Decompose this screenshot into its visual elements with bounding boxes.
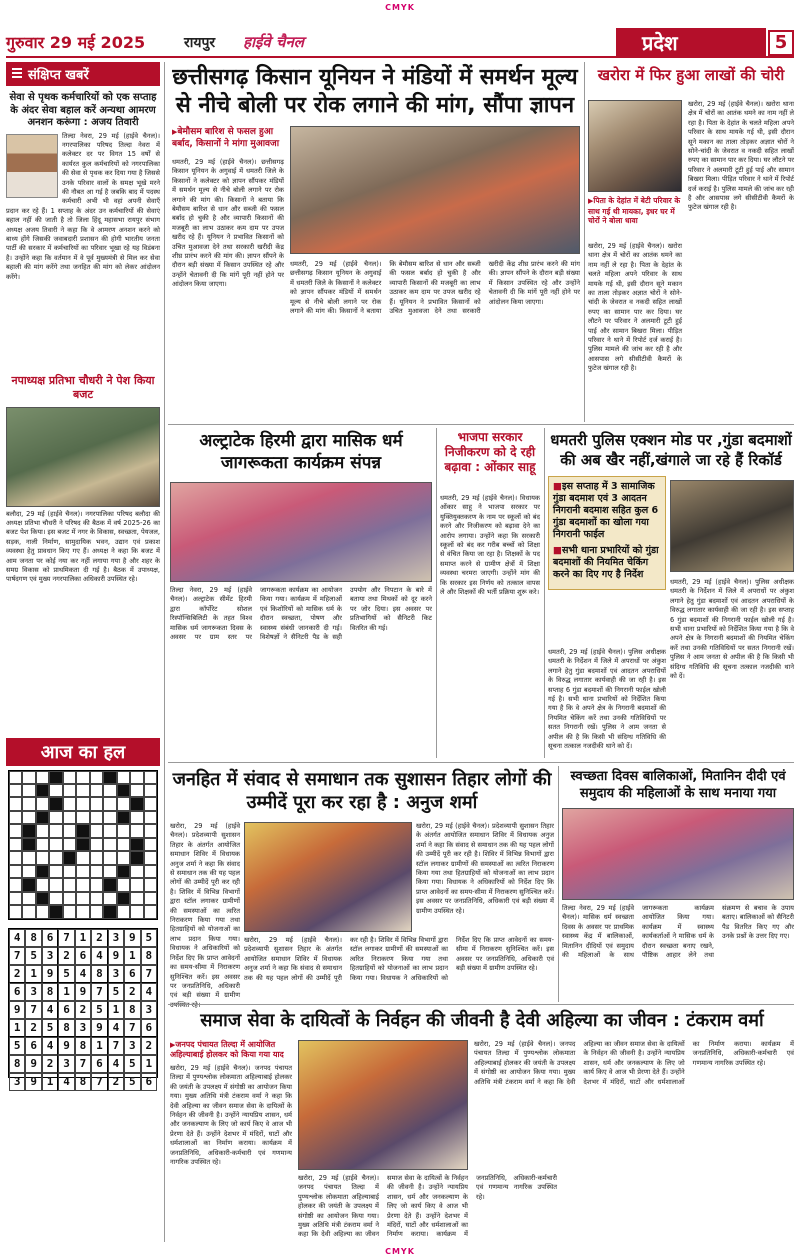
crossword-cell bbox=[22, 865, 35, 878]
ahilya-body: खरोरा, 29 मई (हाईवे चैनल)। जनपद पंचायत तिल्दा में पुण्यश्लोक लोकमाता अहिल्याबाई होलकर की जयंती के उपलक्ष्य में संगोष्ठी का आयोजन किया गया। मुख्य अतिथि मंत्री टंकराम वर्मा ने कहा कि देवी अहिल्या का जीवन समाज सेवा के दायित्वों के निर्वहन की जीवनी है। उन्होंने न्यायप्रिय शासन, धर्म और जनकल्याण के लिए जो कार्य किए वे आज भी प्रेरणा देते हैं। उन्होंने देशभर में मंदिरों, घाटों और धर्मशालाओं का निर्माण कराया। कार्यक्रम में जनप्रतिनिधि, अधिकारी-कर्मचारी एवं गणमान्य नागरिक उपस्थित रहे। bbox=[170, 1064, 292, 1167]
crossword-cell bbox=[63, 784, 76, 797]
crossword-cell bbox=[130, 905, 143, 918]
crossword-cell bbox=[36, 838, 49, 851]
crossword-cell bbox=[36, 797, 49, 810]
sudoku-cell: 2 bbox=[91, 929, 107, 947]
crossword-cell bbox=[117, 878, 130, 891]
sudoku-cell: 2 bbox=[108, 1073, 124, 1091]
crossword-cell bbox=[144, 892, 157, 905]
sudoku-cell: 9 bbox=[91, 1019, 107, 1037]
sudoku-cell: 6 bbox=[42, 929, 58, 947]
sudoku-cell: 6 bbox=[9, 983, 25, 1001]
crossword-cell bbox=[9, 892, 22, 905]
crossword-cell bbox=[144, 797, 157, 810]
brief2-headline: नपाध्यक्ष प्रतिभा चौधरी ने पेश किया बजट bbox=[11, 373, 155, 401]
crossword-cell bbox=[117, 892, 130, 905]
crossword-cell bbox=[9, 811, 22, 824]
crossword-cell bbox=[117, 811, 130, 824]
sudoku-cell: 1 bbox=[124, 947, 140, 965]
ahilya-headline: समाज सेवा के दायित्वों के निर्वहन की जीवनी है देवी अहिल्या का जीवन : टंकराम वर्मा bbox=[200, 1010, 764, 1031]
sudoku-cell: 1 bbox=[58, 983, 74, 1001]
crossword-cell bbox=[90, 771, 103, 784]
crossword-cell bbox=[63, 838, 76, 851]
crossword-cell bbox=[49, 797, 62, 810]
sudoku-cell: 8 bbox=[91, 965, 107, 983]
crossword-cell bbox=[144, 771, 157, 784]
crossword-cell bbox=[103, 797, 116, 810]
crossword-cell bbox=[76, 771, 89, 784]
police-bullet-1: ■ इस सप्ताह में 3 सामाजिक गुंडा बदमाश एवं 3 आदतन निगरानी बदमाश सहित कुल 6 गुंडा बदमाशों का खोला गया निगरानी फाईल bbox=[553, 481, 661, 541]
crossword-cell bbox=[103, 838, 116, 851]
police-bullets bbox=[548, 476, 666, 590]
sudoku-cell: 5 bbox=[108, 983, 124, 1001]
crossword-cell bbox=[36, 771, 49, 784]
sudoku-cell: 3 bbox=[108, 965, 124, 983]
sudoku-cell: 6 bbox=[124, 965, 140, 983]
sudoku-cell: 5 bbox=[124, 1073, 140, 1091]
crossword-cell bbox=[90, 892, 103, 905]
left-column bbox=[6, 62, 160, 1086]
police-photo bbox=[670, 480, 794, 572]
police-headline: धमतरी पुलिस एक्शन मोड पर ,गुंडा बदमाशों की अब खैर नहीं,खंगाले जा रहे हैं रिकॉर्ड bbox=[550, 431, 792, 469]
crossword-cell bbox=[144, 865, 157, 878]
crossword-cell bbox=[22, 905, 35, 918]
crossword-cell bbox=[36, 811, 49, 824]
crossword-cell bbox=[36, 784, 49, 797]
sudoku-cell: 2 bbox=[141, 1037, 157, 1055]
sudoku-cell: 1 bbox=[9, 1019, 25, 1037]
theft-caption: ▶ पिता के देहांत में बेटी परिवार के साथ गई थी मायका, इधर घर में चोरों ने बोला धावा bbox=[588, 196, 682, 226]
sudoku-cell: 9 bbox=[25, 1073, 41, 1091]
hirmi-headline: अल्ट्राटेक हिरमी द्वारा मासिक धर्म जागरूकता कार्यक्रम संपन्न bbox=[199, 431, 403, 473]
sudoku-cell: 6 bbox=[25, 1037, 41, 1055]
crossword-cell bbox=[22, 797, 35, 810]
crossword-cell bbox=[117, 771, 130, 784]
brief2-photo bbox=[6, 407, 160, 507]
crossword-cell bbox=[103, 811, 116, 824]
crossword-cell bbox=[63, 797, 76, 810]
sudoku-cell: 1 bbox=[141, 1055, 157, 1073]
sudoku-cell: 9 bbox=[58, 1037, 74, 1055]
sudoku-cell: 9 bbox=[25, 1055, 41, 1073]
crossword-cell bbox=[49, 878, 62, 891]
crossword-cell bbox=[49, 892, 62, 905]
sudoku-cell: 7 bbox=[58, 929, 74, 947]
crossword-cell bbox=[9, 784, 22, 797]
sudoku-cell: 4 bbox=[108, 1019, 124, 1037]
hirmi-photo bbox=[170, 482, 432, 582]
lead-body-continued: धमतरी, 29 मई (हाईवे चैनल)। छत्तीसगढ़ किसान यूनियन के अगुवाई में धमतरी जिले के किसानों ने कलेक्टर को ज्ञापन सौंपकर मंडियों में समर्थन मूल्य से नीचे बोली लगाने पर रोक लगाने की मांग की। किसानों ने बताया कि बेमौसम बारिश से धान और सब्जी की फसल बर्बाद हो चुकी है और व्यापारी किसानों की मजबूरी का लाभ उठाकर कम दाम पर उपज खरीद रहे हैं। यूनियन ने प्रभावित किसानों को उचित मुआवजा देने तथा सरकारी खरीदी केंद्र शीघ्र प्रारंभ करने की मांग की। ज्ञापन सौंपने के दौरान बड़ी संख्या में किसान उपस्थित रहे और उन्होंने चेतावनी दी कि मांगें पूरी नहीं होने पर आंदोलन किया जाएगा। bbox=[290, 260, 580, 316]
sudoku-cell: 2 bbox=[9, 965, 25, 983]
crossword-cell bbox=[90, 905, 103, 918]
crossword-cell bbox=[144, 878, 157, 891]
column-divider bbox=[558, 766, 559, 1002]
crossword-cell bbox=[22, 824, 35, 837]
crossword-cell bbox=[144, 824, 157, 837]
ahilya-body-right: खरोरा, 29 मई (हाईवे चैनल)। जनपद पंचायत तिल्दा में पुण्यश्लोक लोकमाता अहिल्याबाई होलकर की जयंती के उपलक्ष्य में संगोष्ठी का आयोजन किया गया। मुख्य अतिथि मंत्री टंकराम वर्मा ने कहा कि देवी अहिल्या का जीवन समाज सेवा के दायित्वों के निर्वहन की जीवनी है। उन्होंने न्यायप्रिय शासन, धर्म और जनकल्याण के लिए जो कार्य किए वे आज भी प्रेरणा देते हैं। उन्होंने देशभर में मंदिरों, घाटों और धर्मशालाओं का निर्माण कराया। कार्यक्रम में जनप्रतिनिधि, अधिकारी-कर्मचारी एवं गणमान्य नागरिक उपस्थित रहे। bbox=[474, 1040, 794, 1086]
sudoku-cell: 9 bbox=[108, 947, 124, 965]
column-divider bbox=[436, 428, 437, 758]
sudoku-cell: 3 bbox=[141, 1001, 157, 1019]
crossword-grid bbox=[8, 770, 158, 920]
crossword-cell bbox=[117, 865, 130, 878]
police-body-continued: धमतरी, 29 मई (हाईवे चैनल)। पुलिस अधीक्षक धमतरी के निर्देशन में जिले में अपराधों पर अंकुश लगाने हेतु गुंडा बदमाशों एवं आदतन अपराधियों के विरुद्ध लगातार कार्यवाही की जा रही है। इस सप्ताह 6 गुंडा बदमाशों की निगरानी फाईल खोली गई है। सभी थाना प्रभारियों को निर्देशित किया गया है कि वे अपने क्षेत्र के निगरानी बदमाशों की नियमित चेकिंग करें तथा उनकी गतिविधियों पर सतत निगरानी रखें। पुलिस ने आम जनता से अपील की है कि किसी भी संदिग्ध गतिविधि की सूचना तत्काल नजदीकी थाने को दें। bbox=[670, 578, 794, 681]
crossword-cell bbox=[130, 771, 143, 784]
crossword-cell bbox=[49, 905, 62, 918]
crossword-cell bbox=[76, 892, 89, 905]
crossword-cell bbox=[36, 905, 49, 918]
sudoku-cell: 6 bbox=[141, 1073, 157, 1091]
crossword-cell bbox=[9, 771, 22, 784]
sudoku-cell: 6 bbox=[91, 1055, 107, 1073]
sudoku-cell: 3 bbox=[75, 1019, 91, 1037]
crossword-cell bbox=[63, 824, 76, 837]
sudoku-cell: 8 bbox=[58, 1019, 74, 1037]
crossword-cell bbox=[36, 878, 49, 891]
crossword-cell bbox=[144, 905, 157, 918]
sudoku-cell: 2 bbox=[58, 947, 74, 965]
sudoku-cell: 2 bbox=[124, 983, 140, 1001]
sudoku-cell: 3 bbox=[42, 947, 58, 965]
sudoku-grid bbox=[8, 928, 158, 1088]
crossword-cell bbox=[103, 865, 116, 878]
ahilya-body-continued: खरोरा, 29 मई (हाईवे चैनल)। जनपद पंचायत तिल्दा में पुण्यश्लोक लोकमाता अहिल्याबाई होलकर की जयंती के उपलक्ष्य में संगोष्ठी का आयोजन किया गया। मुख्य अतिथि मंत्री टंकराम वर्मा ने कहा कि देवी अहिल्या का जीवन समाज सेवा के दायित्वों के निर्वहन की जीवनी है। उन्होंने न्यायप्रिय शासन, धर्म और जनकल्याण के लिए जो कार्य किए वे आज भी प्रेरणा देते हैं। उन्होंने देशभर में मंदिरों, घाटों और धर्मशालाओं का निर्माण कराया। कार्यक्रम में जनप्रतिनिधि, अधिकारी-कर्मचारी एवं गणमान्य नागरिक उपस्थित रहे। bbox=[298, 1174, 557, 1239]
crossword-cell bbox=[22, 784, 35, 797]
crossword-cell bbox=[130, 824, 143, 837]
theft-body-continued: खरोरा, 29 मई (हाईवे चैनल)। खरोरा थाना क्षेत्र में चोरों का आतंक थमने का नाम नहीं ले रहा है। पिता के देहांत के चलते महिला अपने परिवार के साथ मायके गई थी, इसी दौरान सूने मकान का ताला तोड़कर अज्ञात चोरों ने सोने-चांदी के जेवरात व नकदी सहित लाखों रुपए का सामान पार कर दिया। घर लौटने पर परिवार ने अलमारी टूटी हुई पाई और सामान बिखरा मिला। पीड़ित परिवार ने थाने में रिपोर्ट दर्ज कराई है। पुलिस मामले की जांच कर रही है और आसपास लगे सीसीटीवी कैमरों के फुटेज खंगाल रही है। bbox=[688, 100, 794, 212]
sudoku-cell: 4 bbox=[42, 1037, 58, 1055]
sudoku-cell: 5 bbox=[124, 1055, 140, 1073]
crossword-cell bbox=[76, 905, 89, 918]
sudoku-cell: 8 bbox=[9, 1055, 25, 1073]
ahilya-subhead: ▶ जनपद पंचायत तिल्दा में आयोजित अहिल्याबाई होलकर को किया गया याद bbox=[170, 1040, 292, 1060]
sudoku-cell: 3 bbox=[58, 1055, 74, 1073]
jansamvad-body-right: खरोरा, 29 मई (हाईवे चैनल)। प्रदेशव्यापी सुशासन तिहार के अंतर्गत आयोजित समाधान शिविर में विधायक अनुज शर्मा ने कहा कि संवाद से समाधान तक की यह पहल लोगों की उम्मीदें पूरी कर रही है। शिविर में विभिन्न विभागों द्वारा स्टॉल लगाकर ग्रामीणों की समस्याओं का त्वरित निराकरण किया गया तथा हितग्राहियों को योजनाओं का लाभ प्रदान किया गया। विधायक ने अधिकारियों को निर्देश दिए कि प्राप्त आवेदनों का समय-सीमा में निराकरण सुनिश्चित करें। इस अवसर पर जनप्रतिनिधि, अधिकारी एवं बड़ी संख्या में ग्रामीण उपस्थित रहे। bbox=[416, 822, 554, 915]
column-divider bbox=[164, 62, 165, 1242]
sudoku-cell: 4 bbox=[91, 947, 107, 965]
registration-mark-top: CMYK bbox=[385, 3, 415, 12]
crossword-cell bbox=[144, 784, 157, 797]
crossword-cell bbox=[130, 838, 143, 851]
sudoku-cell: 4 bbox=[58, 1073, 74, 1091]
crossword-cell bbox=[76, 878, 89, 891]
jansamvad-body-continued: खरोरा, 29 मई (हाईवे चैनल)। प्रदेशव्यापी सुशासन तिहार के अंतर्गत आयोजित समाधान शिविर में विधायक अनुज शर्मा ने कहा कि संवाद से समाधान तक की यह पहल लोगों की उम्मीदें पूरी कर रही है। शिविर में विभिन्न विभागों द्वारा स्टॉल लगाकर ग्रामीणों की समस्याओं का त्वरित निराकरण किया गया तथा हितग्राहियों को योजनाओं का लाभ प्रदान किया गया। विधायक ने अधिकारियों को निर्देश दिए कि प्राप्त आवेदनों का समय-सीमा में निराकरण सुनिश्चित करें। इस अवसर पर जनप्रतिनिधि, अधिकारी एवं बड़ी संख्या में ग्रामीण उपस्थित रहे। bbox=[244, 936, 554, 982]
police-body: धमतरी, 29 मई (हाईवे चैनल)। पुलिस अधीक्षक धमतरी के निर्देशन में जिले में अपराधों पर अंकुश लगाने हेतु गुंडा बदमाशों एवं आदतन अपराधियों के विरुद्ध लगातार कार्यवाही की जा रही है। इस सप्ताह 6 गुंडा बदमाशों की निगरानी फाईल खोली गई है। सभी थाना प्रभारियों को निर्देशित किया गया है कि वे अपने क्षेत्र के निगरानी बदमाशों की नियमित चेकिंग करें तथा उनकी गतिविधियों पर सतत निगरानी रखें। पुलिस ने आम जनता से अपील की है कि किसी भी संदिग्ध गतिविधि की सूचना तत्काल नजदीकी थाने को दें। bbox=[548, 648, 666, 751]
briefs-label bbox=[6, 62, 160, 86]
crossword-cell bbox=[49, 851, 62, 864]
registration-mark-bottom: CMYK bbox=[385, 1247, 415, 1256]
puzzle-solution-label: आज का हल bbox=[6, 738, 160, 766]
swachhta-headline: स्वच्छता दिवस बालिकाओं, मितानिन दीदी एवं समुदाय की महिलाओं के साथ मनाया गया bbox=[570, 769, 786, 801]
crossword-cell bbox=[130, 811, 143, 824]
brief1-headline: सेवा से पृथक कर्मचारियों को एक सप्ताह के अंदर सेवा बहाल करें अन्यथा आमरण अनशन करूंगा : अजय तिवारी bbox=[9, 92, 157, 128]
crossword-cell bbox=[90, 811, 103, 824]
crossword-cell bbox=[36, 851, 49, 864]
crossword-cell bbox=[22, 851, 35, 864]
crossword-cell bbox=[36, 824, 49, 837]
brief1-body-text: तिल्दा नेवरा, 29 मई (हाईवे चैनल)। नगरपालिका परिषद तिल्दा नेवरा में कलेक्टर दर पर विगत 15 वर्षों से कार्यरत कुल कर्मचारियों को नगरपालिका की सेवा से पृथक कर दिया गया है जिससे उनके परिवार वालों के समक्ष भूखे मरने की नौबत आ गई है जबकि बाद में पदस्थ कर्मचारी अभी भी वहां अपनी सेवाएँ प्रदान कर रहे हैं। 1 सप्ताह के अंदर उन कर्मचारियों की सेवाएं बहाल नहीं की जाती है तो जिला हिंदू महासभा रायपुर संभाग अध्यक्ष अजय तिवारी ने कहा कि वे आमरण अनशन करने को बाध्य होंगे जिसकी जवाबदारी प्रशासन की होगी भारतीय जनता पार्टी की सरकार में कर्मचारियों का परिवार भूखा रहे यह विडंबना है। उन्होंने कहा कि वर्तमान में वे पूर्व मुख्यमंत्री से मिल कर सेवा बहाली की मांग करेंगे तथा जनहित की मांग को लेकर आंदोलन करेंगे। bbox=[6, 131, 160, 281]
crossword-cell bbox=[103, 905, 116, 918]
bjp-body: धमतरी, 29 मई (हाईवे चैनल)। विधायक ओंकार साहू ने भाजपा सरकार पर युक्तियुक्तकरण के नाम पर स्कूलों को बंद करने और निजीकरण को बढ़ावा देने का आरोप लगाया। उन्होंने कहा कि सरकारी स्कूलों को बंद कर गरीब बच्चों को शिक्षा से वंचित किया जा रहा है। शिक्षकों के पद समाप्त करने से ग्रामीण क्षेत्रों में शिक्षा व्यवस्था चरमरा जाएगी। उन्होंने मांग की कि सरकार इस निर्णय को तत्काल वापस ले और शिक्षकों की भर्ती प्रक्रिया शुरू करे। bbox=[440, 494, 540, 597]
crossword-cell bbox=[9, 797, 22, 810]
crossword-cell bbox=[103, 824, 116, 837]
sudoku-cell: 9 bbox=[42, 965, 58, 983]
section-divider bbox=[168, 1004, 794, 1005]
crossword-cell bbox=[103, 771, 116, 784]
crossword-cell bbox=[9, 905, 22, 918]
crossword-cell bbox=[22, 892, 35, 905]
crossword-cell bbox=[49, 771, 62, 784]
brief2-body: बलौदा, 29 मई (हाईवे चैनल)। नगरपालिका परिषद बलौदा की अध्यक्ष प्रतिभा चौधरी ने परिषद की बैठक में वर्ष 2025-26 का बजट पेश किया। इस बजट में नगर के विकास, स्वच्छता, पेयजल, सड़क, नाली निर्माण, सामुदायिक भवन, उद्यान एवं प्रकाश व्यवस्था हेतु प्रावधान किए गए हैं। अध्यक्ष ने कहा कि बजट में आम जनता पर कोई नया कर नहीं लगाया गया है और शहर के समग्र विकास को प्राथमिकता दी गई है। बैठक में उपाध्यक्ष, पार्षदगण एवं मुख्य नगरपालिका अधिकारी उपस्थित रहे। bbox=[6, 509, 160, 584]
column-divider bbox=[544, 428, 545, 758]
crossword-cell bbox=[76, 824, 89, 837]
sudoku-cell: 6 bbox=[141, 1019, 157, 1037]
sudoku-cell: 5 bbox=[91, 1001, 107, 1019]
hirmi-body: तिल्दा नेवरा, 29 मई (हाईवे चैनल)। अल्ट्राटेक सीमेंट हिरमी द्वारा कॉर्पोरेट सोशल रिस्पॉन्सिबिलिटी के तहत विश्व मासिक धर्म जागरूकता दिवस के अवसर पर ग्राम स्तर पर जागरूकता कार्यक्रम का आयोजन किया गया। कार्यक्रम में महिलाओं एवं किशोरियों को मासिक धर्म के दौरान स्वच्छता, पोषण और स्वास्थ्य संबंधी जानकारी दी गई। विशेषज्ञों ने सैनिटरी पैड के सही उपयोग और निपटान के बारे में बताया तथा मिथकों को दूर करने पर जोर दिया। इस अवसर पर प्रतिभागियों को सैनिटरी किट वितरित की गई। bbox=[170, 586, 432, 642]
crossword-cell bbox=[90, 865, 103, 878]
theft-headline: खरोरा में फिर हुआ लाखों की चोरी bbox=[597, 66, 785, 84]
sudoku-cell: 7 bbox=[91, 1073, 107, 1091]
ahilya-photo bbox=[298, 1040, 468, 1170]
crossword-cell bbox=[130, 892, 143, 905]
bars-icon bbox=[12, 68, 22, 80]
crossword-cell bbox=[76, 851, 89, 864]
police-bullet-2: ■ सभी थाना प्रभारियों को गुंडा बदमाशों की नियमित चेकिंग करने का दिए गए है निर्देश bbox=[553, 545, 661, 581]
swachhta-photo bbox=[562, 808, 794, 900]
crossword-cell bbox=[103, 784, 116, 797]
crossword-cell bbox=[130, 865, 143, 878]
sudoku-cell: 5 bbox=[42, 1019, 58, 1037]
sudoku-cell: 9 bbox=[124, 929, 140, 947]
crossword-cell bbox=[130, 851, 143, 864]
theft-body: खरोरा, 29 मई (हाईवे चैनल)। खरोरा थाना क्षेत्र में चोरों का आतंक थमने का नाम नहीं ले रहा है। पिता के देहांत के चलते महिला अपने परिवार के साथ मायके गई थी, इसी दौरान सूने मकान का ताला तोड़कर अज्ञात चोरों ने सोने-चांदी के जेवरात व नकदी सहित लाखों रुपए का सामान पार कर दिया। घर लौटने पर परिवार ने अलमारी टूटी हुई पाई और सामान बिखरा मिला। पीड़ित परिवार ने थाने में रिपोर्ट दर्ज कराई है। पुलिस मामले की जांच कर रही है और आसपास लगे सीसीटीवी कैमरों के फुटेज खंगाल रही है। bbox=[588, 242, 682, 373]
sudoku-cell: 9 bbox=[75, 983, 91, 1001]
sudoku-cell: 7 bbox=[75, 1055, 91, 1073]
crossword-cell bbox=[90, 838, 103, 851]
jansamvad-headline: जनहित में संवाद से समाधान तक सुशासन तिहार लोगों की उम्मीदें पूरा कर रहा है : अनुज शर्मा bbox=[172, 769, 552, 813]
crossword-cell bbox=[63, 905, 76, 918]
crossword-cell bbox=[144, 838, 157, 851]
brief1-body bbox=[6, 132, 160, 370]
sudoku-cell: 1 bbox=[108, 1001, 124, 1019]
sudoku-cell: 4 bbox=[9, 929, 25, 947]
crossword-cell bbox=[9, 838, 22, 851]
lead-headline: छत्तीसगढ़ किसान यूनियन ने मंडियों में समर्थन मूल्य से नीचे बोली पर रोक लगाने की मांग, सौंपा ज्ञापन bbox=[172, 65, 578, 118]
theft-photo bbox=[588, 100, 682, 192]
crossword-cell bbox=[144, 811, 157, 824]
crossword-cell bbox=[63, 851, 76, 864]
crossword-cell bbox=[90, 797, 103, 810]
sudoku-cell: 2 bbox=[42, 1055, 58, 1073]
crossword-cell bbox=[76, 811, 89, 824]
crossword-cell bbox=[49, 838, 62, 851]
crossword-cell bbox=[63, 865, 76, 878]
crossword-cell bbox=[76, 784, 89, 797]
crossword-cell bbox=[9, 865, 22, 878]
crossword-cell bbox=[117, 905, 130, 918]
section-divider bbox=[168, 424, 794, 425]
crossword-cell bbox=[90, 824, 103, 837]
crossword-cell bbox=[90, 878, 103, 891]
sudoku-cell: 4 bbox=[141, 983, 157, 1001]
sudoku-cell: 7 bbox=[9, 947, 25, 965]
sudoku-cell: 4 bbox=[42, 1001, 58, 1019]
edition-city: रायपुर bbox=[184, 34, 216, 51]
sudoku-cell: 1 bbox=[42, 1073, 58, 1091]
sudoku-cell: 7 bbox=[108, 1037, 124, 1055]
sudoku-cell: 3 bbox=[108, 929, 124, 947]
crossword-cell bbox=[144, 851, 157, 864]
sudoku-cell: 7 bbox=[91, 983, 107, 1001]
sudoku-cell: 2 bbox=[75, 1001, 91, 1019]
crossword-cell bbox=[63, 771, 76, 784]
sudoku-cell: 6 bbox=[58, 1001, 74, 1019]
sudoku-cell: 9 bbox=[9, 1001, 25, 1019]
jansamvad-body: खरोरा, 29 मई (हाईवे चैनल)। प्रदेशव्यापी सुशासन तिहार के अंतर्गत आयोजित समाधान शिविर में विधायक अनुज शर्मा ने कहा कि संवाद से समाधान तक की यह पहल लोगों की उम्मीदें पूरी कर रही है। शिविर में विभिन्न विभागों द्वारा स्टॉल लगाकर ग्रामीणों की समस्याओं का त्वरित निराकरण किया गया तथा हितग्राहियों को योजनाओं का लाभ प्रदान किया गया। विधायक ने अधिकारियों को निर्देश दिए कि प्राप्त आवेदनों का समय-सीमा में निराकरण सुनिश्चित करें। इस अवसर पर जनप्रतिनिधि, अधिकारी एवं बड़ी संख्या में ग्रामीण bbox=[170, 822, 240, 1000]
crossword-cell bbox=[76, 865, 89, 878]
sudoku-cell: 5 bbox=[58, 965, 74, 983]
crossword-cell bbox=[9, 824, 22, 837]
crossword-cell bbox=[49, 811, 62, 824]
crossword-cell bbox=[130, 784, 143, 797]
lead-photo bbox=[290, 126, 580, 254]
sudoku-cell: 4 bbox=[75, 965, 91, 983]
lead-subhead: ▶ बेमौसम बारिश से फसल हुआ बर्बाद, किसानों ने मांगा मुआवजा bbox=[172, 126, 284, 150]
crossword-cell bbox=[63, 811, 76, 824]
crossword-cell bbox=[22, 771, 35, 784]
crossword-cell bbox=[9, 878, 22, 891]
sudoku-cell: 3 bbox=[124, 1037, 140, 1055]
crossword-cell bbox=[76, 797, 89, 810]
crossword-cell bbox=[22, 811, 35, 824]
crossword-cell bbox=[103, 851, 116, 864]
crossword-cell bbox=[63, 892, 76, 905]
sudoku-cell: 8 bbox=[75, 1073, 91, 1091]
sudoku-cell: 2 bbox=[25, 1019, 41, 1037]
crossword-cell bbox=[130, 878, 143, 891]
crossword-cell bbox=[76, 838, 89, 851]
sudoku-cell: 8 bbox=[141, 947, 157, 965]
sudoku-cell: 7 bbox=[141, 965, 157, 983]
sudoku-cell: 7 bbox=[25, 1001, 41, 1019]
crossword-cell bbox=[22, 878, 35, 891]
page-number: 5 bbox=[768, 30, 794, 56]
bjp-headline: भाजपा सरकार निजीकरण को दे रही बढ़ावा : ओंकार साहू bbox=[444, 430, 536, 474]
crossword-cell bbox=[9, 851, 22, 864]
crossword-cell bbox=[117, 851, 130, 864]
briefs-label-text: संक्षिप्त खबरें bbox=[28, 68, 89, 83]
sudoku-cell: 5 bbox=[9, 1037, 25, 1055]
swachhta-body: तिल्दा नेवरा, 29 मई (हाईवे चैनल)। मासिक धर्म स्वच्छता दिवस के अवसर पर प्राथमिक स्वास्थ्य केंद्र में बालिकाओं, मितानिन दीदियों एवं समुदाय की महिलाओं के साथ जागरूकता कार्यक्रम आयोजित किया गया। कार्यक्रम में स्वास्थ्य कार्यकर्ताओं ने मासिक धर्म के दौरान स्वच्छता बनाए रखने, पौष्टिक आहार लेने तथा संक्रमण से बचाव के उपाय बताए। बालिकाओं को सैनिटरी पैड वितरित किए गए और उनके प्रश्नों के उत्तर दिए गए। bbox=[562, 904, 794, 960]
sudoku-cell: 8 bbox=[25, 929, 41, 947]
section-tab: प्रदेश bbox=[616, 28, 766, 58]
sudoku-cell: 8 bbox=[124, 1001, 140, 1019]
sudoku-cell: 1 bbox=[25, 965, 41, 983]
sudoku-cell: 1 bbox=[75, 929, 91, 947]
crossword-cell bbox=[117, 824, 130, 837]
page-header bbox=[6, 28, 794, 58]
sudoku-cell: 4 bbox=[108, 1055, 124, 1073]
crossword-cell bbox=[49, 784, 62, 797]
crossword-cell bbox=[63, 878, 76, 891]
column-divider bbox=[584, 62, 585, 422]
crossword-cell bbox=[90, 851, 103, 864]
jansamvad-photo bbox=[244, 822, 412, 932]
crossword-cell bbox=[103, 892, 116, 905]
crossword-cell bbox=[90, 784, 103, 797]
sudoku-cell: 3 bbox=[9, 1073, 25, 1091]
sudoku-cell: 8 bbox=[42, 983, 58, 1001]
issue-date: गुरुवार 29 मई 2025 bbox=[6, 33, 146, 52]
crossword-cell bbox=[49, 824, 62, 837]
section-divider bbox=[168, 762, 794, 763]
sudoku-cell: 8 bbox=[75, 1037, 91, 1055]
sudoku-cell: 7 bbox=[124, 1019, 140, 1037]
crossword-cell bbox=[117, 784, 130, 797]
crossword-cell bbox=[22, 838, 35, 851]
sudoku-cell: 5 bbox=[141, 929, 157, 947]
crossword-cell bbox=[117, 838, 130, 851]
crossword-cell bbox=[117, 797, 130, 810]
crossword-cell bbox=[36, 892, 49, 905]
sudoku-cell: 3 bbox=[25, 983, 41, 1001]
crossword-cell bbox=[103, 878, 116, 891]
sudoku-cell: 6 bbox=[75, 947, 91, 965]
crossword-cell bbox=[49, 865, 62, 878]
crossword-cell bbox=[36, 865, 49, 878]
sudoku-cell: 1 bbox=[91, 1037, 107, 1055]
crossword-cell bbox=[130, 797, 143, 810]
brief1-portrait bbox=[6, 134, 58, 198]
lead-body: धमतरी, 29 मई (हाईवे चैनल)। छत्तीसगढ़ किसान यूनियन के अगुवाई में धमतरी जिले के किसानों ने कलेक्टर को ज्ञापन सौंपकर मंडियों में समर्थन मूल्य से नीचे बोली लगाने पर रोक लगाने की मांग की। किसानों ने बताया कि बेमौसम बारिश से धान और सब्जी की फसल बर्बाद हो चुकी है और व्यापारी किसानों की मजबूरी का लाभ उठाकर कम दाम पर उपज खरीद रहे हैं। यूनियन ने प्रभावित किसानों को उचित मुआवजा देने तथा सरकारी खरीदी केंद्र शीघ्र प्रारंभ करने की मांग की। ज्ञापन सौंपने के दौरान बड़ी संख्या में किसान उपस्थित रहे और उन्होंने चेतावनी दी कि मांगें पूरी नहीं होने पर आंदोलन किया जाएगा। bbox=[172, 158, 284, 289]
paper-name: हाईवे चैनल bbox=[243, 33, 304, 51]
sudoku-cell: 5 bbox=[25, 947, 41, 965]
